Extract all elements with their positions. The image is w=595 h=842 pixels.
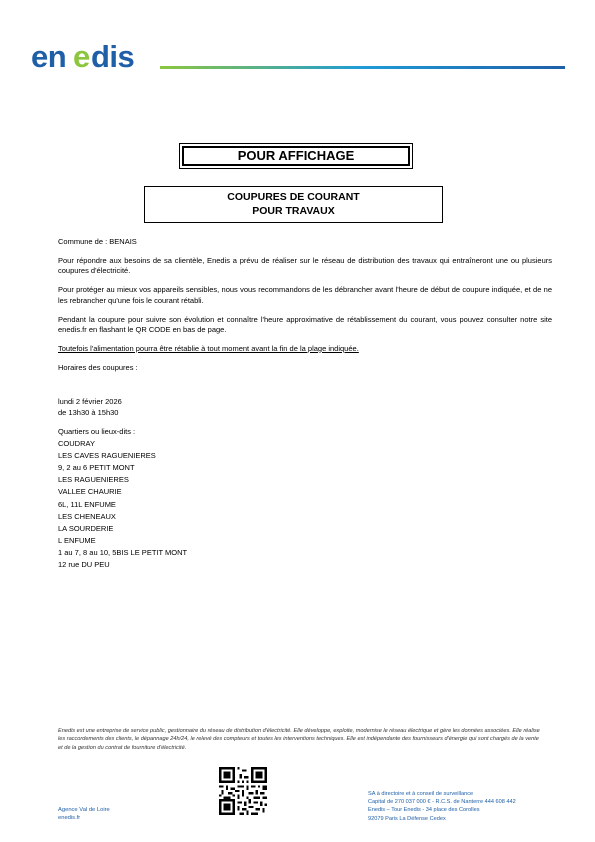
paragraph-3: Pendant la coupure pour suivre son évolution et connaître l'heure approximative de rétablissement du courant, vous pouvez consulter notre site enedis.fr en flashant le QR CODE en bas de page.	[58, 314, 552, 334]
place-item: LA SOURDERIE	[58, 523, 114, 533]
notice-box	[144, 186, 443, 223]
agency-name: Agence Val de Loire	[58, 807, 110, 813]
enedis-logo	[31, 40, 155, 72]
place-item: LES RAGUENIERES	[58, 475, 129, 485]
agency-website-link[interactable]: enedis.fr	[58, 815, 81, 822]
notice-body	[58, 237, 552, 571]
place-item: 6L, 11L ENFUME	[58, 499, 116, 509]
place-item: VALLEE CHAURIE	[58, 487, 122, 497]
horaires-label: Horaires des coupures :	[58, 362, 138, 372]
svg-text:dis: dis	[91, 40, 135, 72]
company-line-4: 92079 Paris La Défense Cedex	[368, 815, 446, 822]
company-line-3: Enedis – Tour Enedis - 34 place des Corolles	[368, 807, 480, 814]
places-label: Quartiers ou lieux-dits :	[58, 426, 136, 436]
notice-line-2: POUR TRAVAUX	[252, 205, 335, 217]
banner-title: POUR AFFICHAGE	[182, 146, 410, 166]
schedule-date: lundi 2 février 2026	[58, 397, 122, 407]
place-item: LES CAVES RAGUENIERES	[58, 451, 156, 461]
place-item: COUDRAY	[58, 439, 95, 449]
place-item: L ENFUME	[58, 535, 96, 545]
schedule	[58, 397, 552, 418]
agency-info	[58, 806, 110, 823]
svg-text:en: en	[31, 40, 67, 72]
qr-code-icon[interactable]	[219, 767, 267, 815]
places-list	[58, 426, 552, 571]
warning: Toutefois l'alimentation pourra être rétablie à tout moment avant la fin de la plage indiquée.	[58, 343, 359, 353]
place-item: 1 au 7, 8 au 10, 5BIS LE PETIT MONT	[58, 547, 188, 557]
schedule-time: de 13h30 à 15h30	[58, 407, 119, 417]
company-info	[368, 790, 516, 823]
notice-line-1: COUPURES DE COURANT	[227, 191, 360, 203]
paragraph-1: Pour répondre aux besoins de sa clientèle, Enedis a prévu de réaliser sur le réseau de distribution des travaux qui entraîneront une ou plusieurs coupures d'électricité.	[58, 255, 552, 276]
company-line-1: SA à directoire et à conseil de surveillance	[368, 791, 474, 797]
company-line-2: Capital de 270 037 000 € - R.C.S. de Nanterre 444 608 442	[368, 799, 516, 806]
svg-text:e: e	[73, 40, 91, 72]
commune: Commune de : BENAIS	[58, 237, 137, 246]
place-item: LES CHENEAUX	[58, 511, 116, 521]
place-item: 9, 2 au 6 PETIT MONT	[58, 463, 135, 473]
header-divider	[160, 66, 565, 69]
place-item: 12 rue DU PEU	[58, 560, 110, 569]
footer-disclaimer: Enedis est une entreprise de service public, gestionnaire du réseau de distribution d'électricité. Elle développe, exploite, modernise le réseau électrique et gère les données associées. Elle réalise les raccordements des clients, le dépannage 24h/24, le relevé des compteurs et toutes les interventions techniques. Elle est indépendante des fournisseurs d'énergie qui sont chargés de la vente et de la gestion du contrat de fourniture d'électricité.	[58, 728, 540, 751]
paragraph-2: Pour protéger au mieux vos appareils sensibles, nous vous recommandons de les débrancher avant l'heure de début de coupure indiquée, et de ne les rebrancher qu'une fois le courant rétabli.	[58, 285, 552, 305]
